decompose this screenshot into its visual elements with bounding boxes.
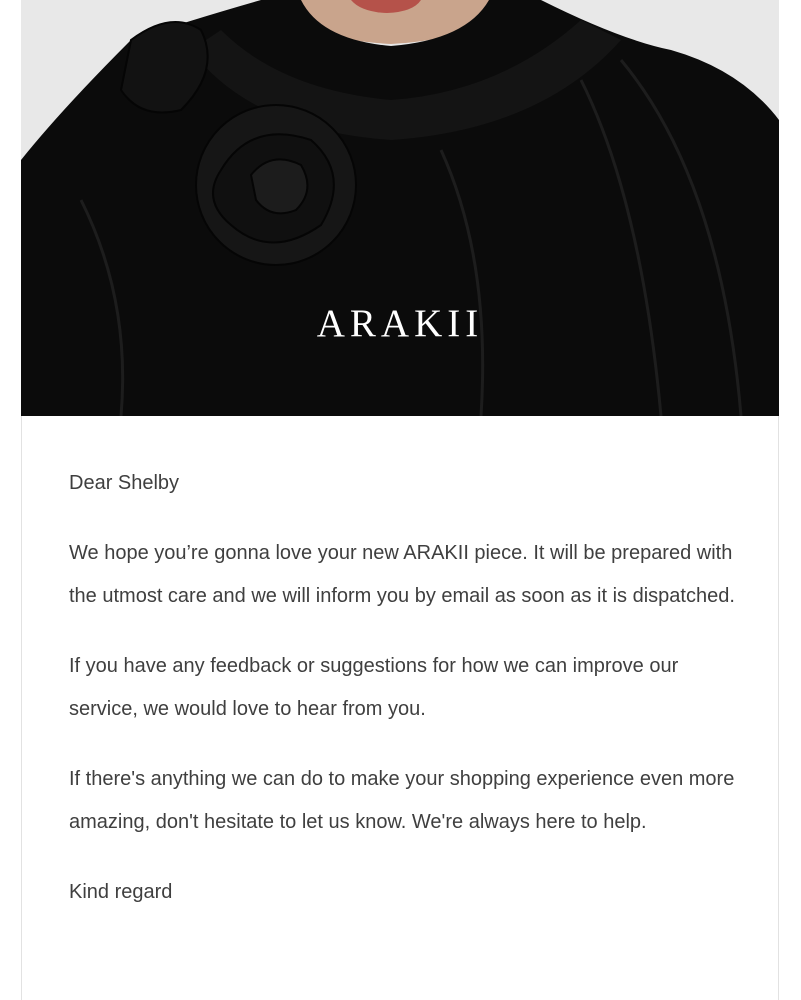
hero-banner	[21, 0, 779, 416]
paragraph-order-confirmation: We hope you’re gonna love your new ARAKII piece. It will be prepared with the utmost care and we will inform you by email as soon as it is dispatched.	[69, 542, 735, 607]
paragraph-support: If there's anything we can do to make your shopping experience even more amazing, don't hesitate to let us know. We're always here to help.	[69, 768, 735, 833]
paragraph-feedback: If you have any feedback or suggestions for how we can improve our service, we would love to hear from you.	[69, 655, 679, 720]
email-message	[69, 462, 739, 914]
hero-photo	[21, 0, 779, 416]
brand-logo: ARAKII	[316, 302, 484, 345]
signoff: Kind regard	[69, 881, 173, 903]
greeting: Dear Shelby	[69, 472, 180, 494]
